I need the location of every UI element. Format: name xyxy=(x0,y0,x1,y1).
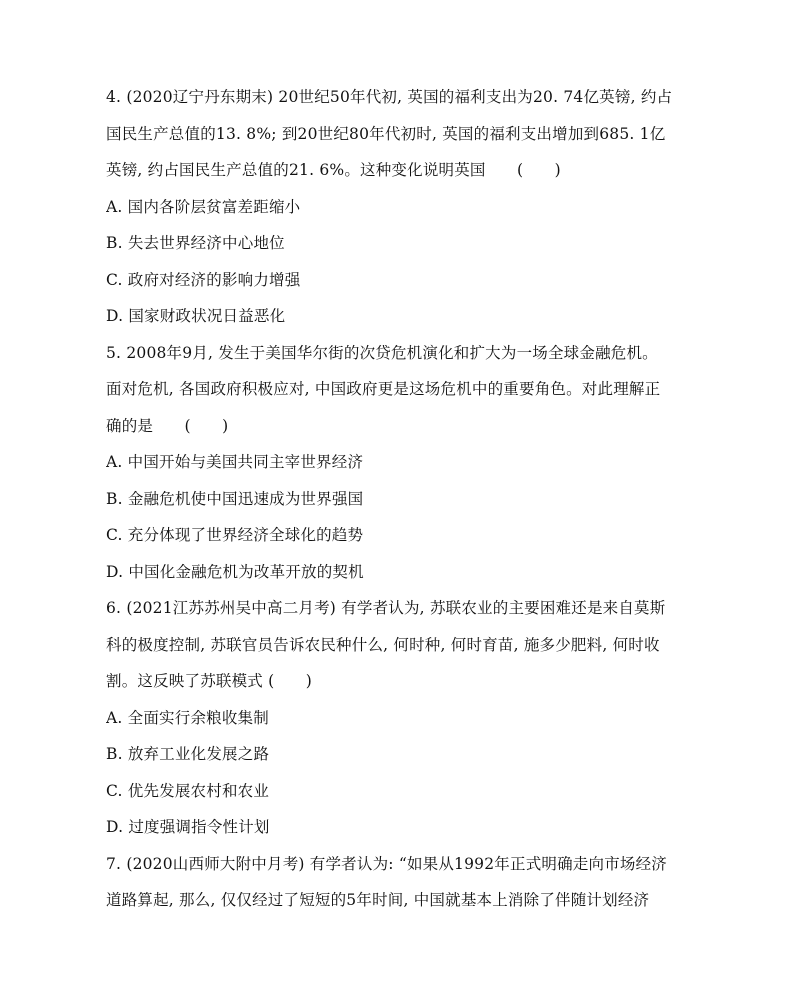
option-d: D. 国家财政状况日益恶化 xyxy=(106,307,286,325)
question-stem-line: 道路算起, 那么, 仅仅经过了短短的5年时间, 中国就基本上消除了伴随计划经济 xyxy=(106,891,650,909)
option-d: D. 中国化金融危机为改革开放的契机 xyxy=(106,562,364,581)
question-stem-line: 科的极度控制, 苏联官员告诉农民种什么, 何时种, 何时育苗, 施多少肥料, 何时收 xyxy=(106,635,660,654)
question-options xyxy=(106,198,701,326)
question-stem-line: 英镑, 约占国民生产总值的21. 6%。这种变化说明英国 ( ) xyxy=(106,161,561,179)
question-options xyxy=(106,709,701,837)
option-a: A. 中国开始与美国共同主宰世界经济 xyxy=(106,453,364,471)
option-c: C. 政府对经济的影响力增强 xyxy=(106,270,301,289)
question-options xyxy=(106,453,701,581)
question-6 xyxy=(106,599,701,836)
question-stem-line: 6. (2021江苏苏州吴中高二月考) 有学者认为, 苏联农业的主要困难还是来自莫斯 xyxy=(106,599,666,617)
question-4 xyxy=(106,88,701,325)
question-stem-line: 国民生产总值的13. 8%; 到20世纪80年代初时, 英国的福利支出增加到685. 1亿 xyxy=(106,124,666,143)
option-b: B. 金融危机使中国迅速成为世界强国 xyxy=(106,489,364,508)
option-c: C. 优先发展农村和农业 xyxy=(106,781,270,800)
question-stem-line: 4. (2020辽宁丹东期末) 20世纪50年代初, 英国的福利支出为20. 74亿英镑, 约占 xyxy=(106,88,673,106)
question-stem-line: 割。这反映了苏联模式 ( ) xyxy=(106,672,313,690)
option-c: C. 充分体现了世界经济全球化的趋势 xyxy=(106,526,364,544)
question-stem-line: 面对危机, 各国政府积极应对, 中国政府更是这场危机中的重要角色。对此理解正 xyxy=(106,380,661,398)
question-stem-line: 5. 2008年9月, 发生于美国华尔街的次贷危机演化和扩大为一场全球金融危机。 xyxy=(106,343,658,362)
option-d: D. 过度强调指令性计划 xyxy=(106,818,270,836)
question-list xyxy=(106,88,701,928)
question-stem-line: 7. (2020山西师大附中月考) 有学者认为: “如果从1992年正式明确走向市场经济 xyxy=(106,854,668,873)
question-stem-line: 确的是 ( ) xyxy=(106,416,229,435)
option-b: B. 失去世界经济中心地位 xyxy=(106,234,285,252)
option-b: B. 放弃工业化发展之路 xyxy=(106,745,270,763)
option-a: A. 全面实行余粮收集制 xyxy=(106,708,269,727)
option-a: A. 国内各阶层贫富差距缩小 xyxy=(106,197,301,216)
question-5 xyxy=(106,344,701,581)
question-7 xyxy=(106,855,701,910)
